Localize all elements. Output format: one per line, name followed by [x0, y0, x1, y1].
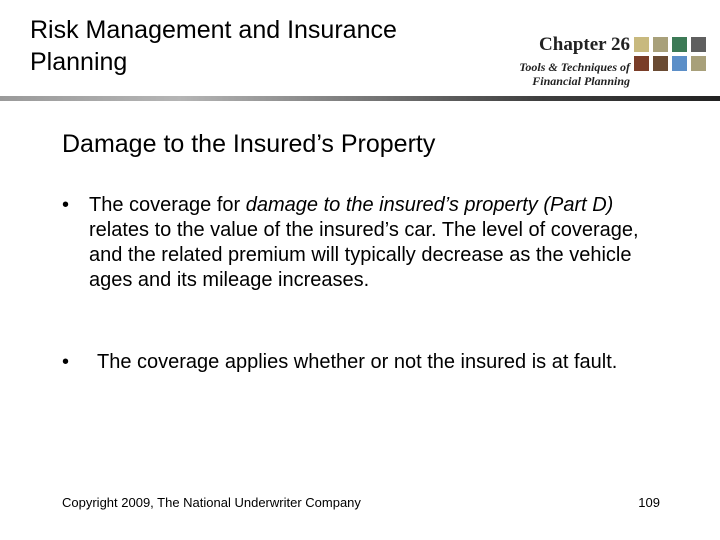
decor-square	[672, 37, 687, 52]
bullet-text-post: relates to the value of the insured’s car. The level of coverage, and the related premium will typically decrease as the vehicle ages and its mileage increases.	[89, 219, 639, 291]
bullet-dot: •	[62, 194, 70, 216]
decor-square	[691, 56, 706, 71]
slide-heading: Damage to the Insured’s Property	[62, 130, 436, 158]
chapter-label: Chapter 26	[539, 34, 630, 55]
book-subtitle-line2: Financial Planning	[532, 74, 630, 88]
decor-square	[634, 56, 649, 71]
decor-square	[634, 37, 649, 52]
decor-square	[653, 37, 668, 52]
presentation-title: Risk Management and Insurance Planning	[30, 16, 397, 76]
chapter-block	[470, 34, 630, 88]
copyright-footer: Copyright 2009, The National Underwriter Company	[62, 495, 361, 510]
bullet-item	[62, 193, 662, 293]
bullet-text: The coverage applies whether or not the insured is at fault.	[97, 351, 618, 373]
bullet-item	[62, 350, 672, 375]
decor-square	[691, 37, 706, 52]
bullet-text-italic: damage to the insured’s property (Part D)	[245, 194, 614, 216]
bullet-dot: •	[62, 351, 70, 373]
book-subtitle-line1: Tools & Techniques of	[519, 60, 630, 74]
book-subtitle	[470, 60, 630, 88]
decor-square	[672, 56, 687, 71]
page-number: 109	[638, 495, 660, 510]
bullet-text	[89, 193, 662, 293]
bullet-text-pre: The coverage for	[89, 194, 246, 216]
decor-square	[653, 56, 668, 71]
header-divider	[0, 96, 720, 101]
